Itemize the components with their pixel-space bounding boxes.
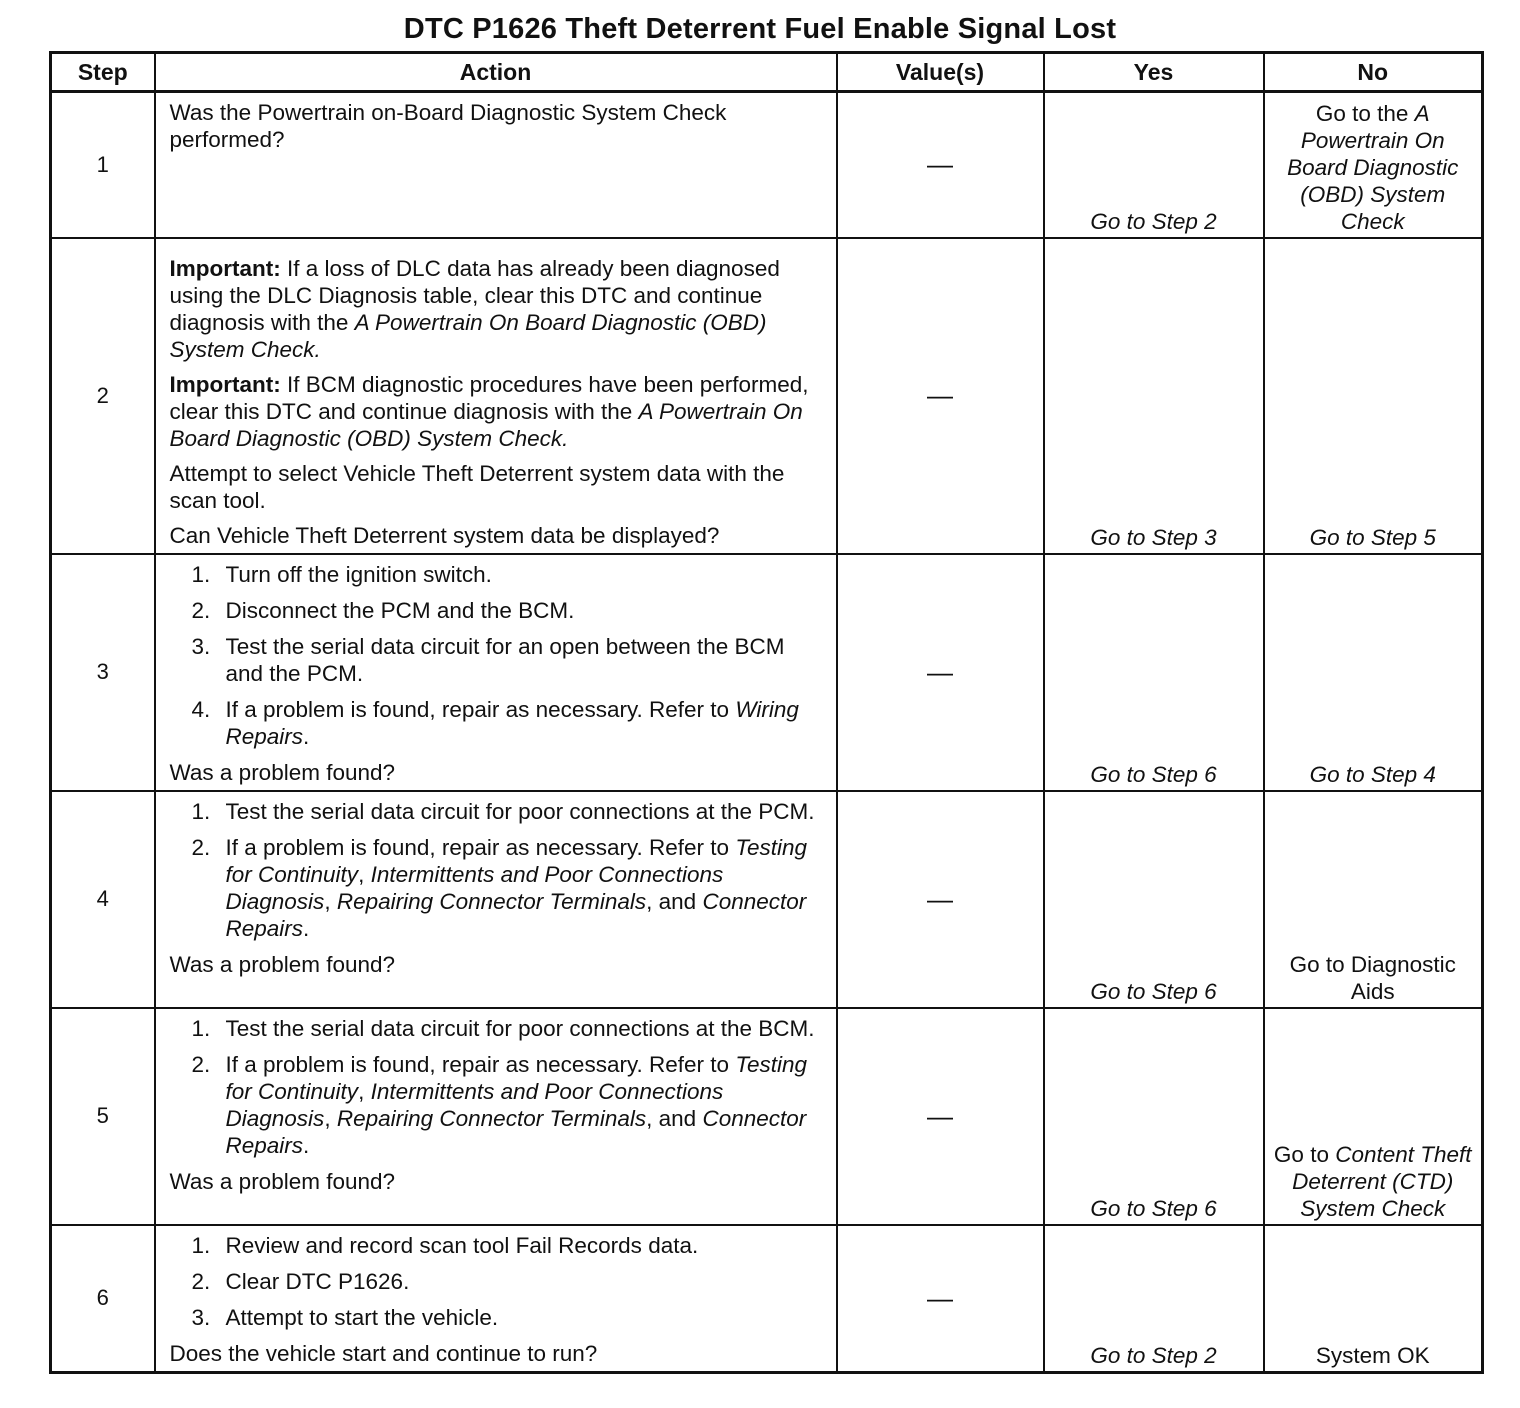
- header-no: No: [1264, 53, 1483, 92]
- yes-cell: [1044, 1225, 1264, 1373]
- procedure-list: [170, 1232, 824, 1331]
- value-cell: —: [837, 1225, 1044, 1373]
- no-link[interactable]: Go to Diagnostic Aids: [1289, 951, 1456, 1004]
- action-question: Was a problem found?: [169, 951, 396, 977]
- table-row: [51, 1008, 1483, 1225]
- value-cell: —: [837, 791, 1044, 1008]
- list-item: 1. Test the serial data circuit for poor connections at the BCM.: [191, 1015, 815, 1041]
- yes-cell: [1044, 1008, 1264, 1225]
- no-prefix: Go to the: [1315, 100, 1409, 126]
- table-row: [51, 238, 1483, 554]
- action-text: Attempt to select Vehicle Theft Deterrent system data with the scan tool.: [169, 460, 785, 513]
- reference-link[interactable]: Repairing Connector Terminals: [336, 1105, 647, 1131]
- list-item: 3. Test the serial data circuit for an open between the BCM and the PCM.: [191, 633, 785, 686]
- header-action: Action: [155, 53, 837, 92]
- step-number: 3: [51, 554, 155, 791]
- yes-link[interactable]: Go to Step 2: [1090, 1342, 1217, 1368]
- yes-link[interactable]: Go to Step 3: [1090, 524, 1217, 550]
- no-prefix: Go to: [1273, 1141, 1329, 1167]
- action-text: Was the Powertrain on-Board Diagnostic System Check performed?: [169, 100, 727, 152]
- no-cell: [1264, 92, 1483, 238]
- important-label: Important:: [169, 255, 281, 281]
- action-cell: [155, 238, 837, 554]
- header-yes: Yes: [1044, 53, 1264, 92]
- important-text: If BCM diagnostic procedures have been performed, clear this DTC and continue diagnosis with the: [169, 371, 809, 424]
- step-number: 2: [51, 238, 155, 554]
- list-item: 4. If a problem is found, repair as necessary. Refer to Wiring Repairs.: [191, 696, 799, 749]
- procedure-list: [170, 561, 824, 750]
- table-row: [51, 1225, 1483, 1373]
- step-number: 6: [51, 1225, 155, 1373]
- action-question: Was a problem found?: [169, 759, 396, 785]
- table-row: [51, 92, 1483, 238]
- yes-link[interactable]: Go to Step 2: [1090, 208, 1217, 234]
- diagnostic-table: [49, 51, 1484, 1374]
- no-link[interactable]: System OK: [1315, 1342, 1430, 1368]
- value-cell: —: [837, 554, 1044, 791]
- no-reference: Content Theft Deterrent (CTD) System Check: [1292, 1141, 1472, 1221]
- procedure-list: [170, 1015, 824, 1159]
- no-reference: A Powertrain On Board Diagnostic (OBD) System Check: [1287, 100, 1459, 234]
- reference-link[interactable]: A Powertrain On Board Diagnostic (OBD) System Check.: [169, 398, 803, 451]
- no-cell: [1264, 1008, 1483, 1225]
- reference-link[interactable]: Intermittents and Poor Connections Diagnosis: [225, 1078, 724, 1131]
- step-number: 5: [51, 1008, 155, 1225]
- reference-link[interactable]: Testing for Continuity: [225, 834, 808, 887]
- yes-link[interactable]: Go to Step 6: [1090, 761, 1217, 787]
- action-cell: [155, 1225, 837, 1373]
- action-cell: [155, 791, 837, 1008]
- reference-link[interactable]: Connector Repairs: [225, 1105, 807, 1158]
- reference-link[interactable]: Connector Repairs: [225, 888, 807, 941]
- important-label: Important:: [169, 371, 281, 397]
- step-number: 1: [51, 92, 155, 238]
- no-link[interactable]: Go to Step 5: [1309, 524, 1436, 550]
- no-link[interactable]: [1265, 100, 1482, 235]
- important-text: If a loss of DLC data has already been diagnosed using the DLC Diagnosis table, clear this DTC and continue diagnosis with the: [169, 255, 780, 335]
- step-number: 4: [51, 791, 155, 1008]
- important-note: [170, 255, 824, 363]
- list-item: 1. Test the serial data circuit for poor connections at the PCM.: [191, 798, 815, 824]
- no-cell: [1264, 554, 1483, 791]
- list-item: 3. Attempt to start the vehicle.: [191, 1304, 499, 1330]
- value-cell: —: [837, 238, 1044, 554]
- yes-link[interactable]: Go to Step 6: [1090, 978, 1217, 1004]
- action-cell: [155, 1008, 837, 1225]
- list-item: 1. Turn off the ignition switch.: [191, 561, 492, 587]
- list-item: 2. If a problem is found, repair as necessary. Refer to Testing for Continuity, Intermittents and Poor Connections Diagnosis, Repairing Connector Terminals, and Connector Repairs.: [191, 1051, 808, 1158]
- yes-cell: [1044, 791, 1264, 1008]
- header-values: Value(s): [837, 53, 1044, 92]
- header-step: Step: [51, 53, 155, 92]
- action-question: Does the vehicle start and continue to run?: [169, 1340, 598, 1366]
- reference-link[interactable]: Testing for Continuity: [225, 1051, 808, 1104]
- action-question: Was a problem found?: [169, 1168, 396, 1194]
- procedure-list: [170, 798, 824, 942]
- no-cell: [1264, 791, 1483, 1008]
- no-cell: [1264, 238, 1483, 554]
- reference-link[interactable]: A Powertrain On Board Diagnostic (OBD) System Check.: [169, 309, 767, 362]
- list-item: 1. Review and record scan tool Fail Records data.: [191, 1232, 699, 1258]
- reference-link[interactable]: Intermittents and Poor Connections Diagnosis: [225, 861, 724, 914]
- action-cell: [155, 554, 837, 791]
- yes-cell: [1044, 238, 1264, 554]
- yes-cell: [1044, 92, 1264, 238]
- document-title: DTC P1626 Theft Deterrent Fuel Enable Signal Lost: [403, 13, 1117, 45]
- list-item: 2. Disconnect the PCM and the BCM.: [191, 597, 575, 623]
- reference-link[interactable]: Repairing Connector Terminals: [336, 888, 647, 914]
- important-note: [170, 371, 824, 452]
- yes-cell: [1044, 554, 1264, 791]
- list-item: 2. Clear DTC P1626.: [191, 1268, 410, 1294]
- table-header-row: [51, 53, 1483, 92]
- reference-link[interactable]: Wiring Repairs: [225, 696, 799, 749]
- no-cell: [1264, 1225, 1483, 1373]
- value-cell: —: [837, 1008, 1044, 1225]
- value-cell: —: [837, 92, 1044, 238]
- table-row: [51, 554, 1483, 791]
- no-link[interactable]: [1265, 1141, 1482, 1222]
- table-row: [51, 791, 1483, 1008]
- action-cell: [155, 92, 837, 238]
- action-question: Can Vehicle Theft Deterrent system data be displayed?: [169, 522, 720, 548]
- yes-link[interactable]: Go to Step 6: [1090, 1195, 1217, 1221]
- list-item: 2. If a problem is found, repair as necessary. Refer to Testing for Continuity, Intermittents and Poor Connections Diagnosis, Repairing Connector Terminals, and Connector Repairs.: [191, 834, 808, 941]
- no-link[interactable]: Go to Step 4: [1309, 761, 1436, 787]
